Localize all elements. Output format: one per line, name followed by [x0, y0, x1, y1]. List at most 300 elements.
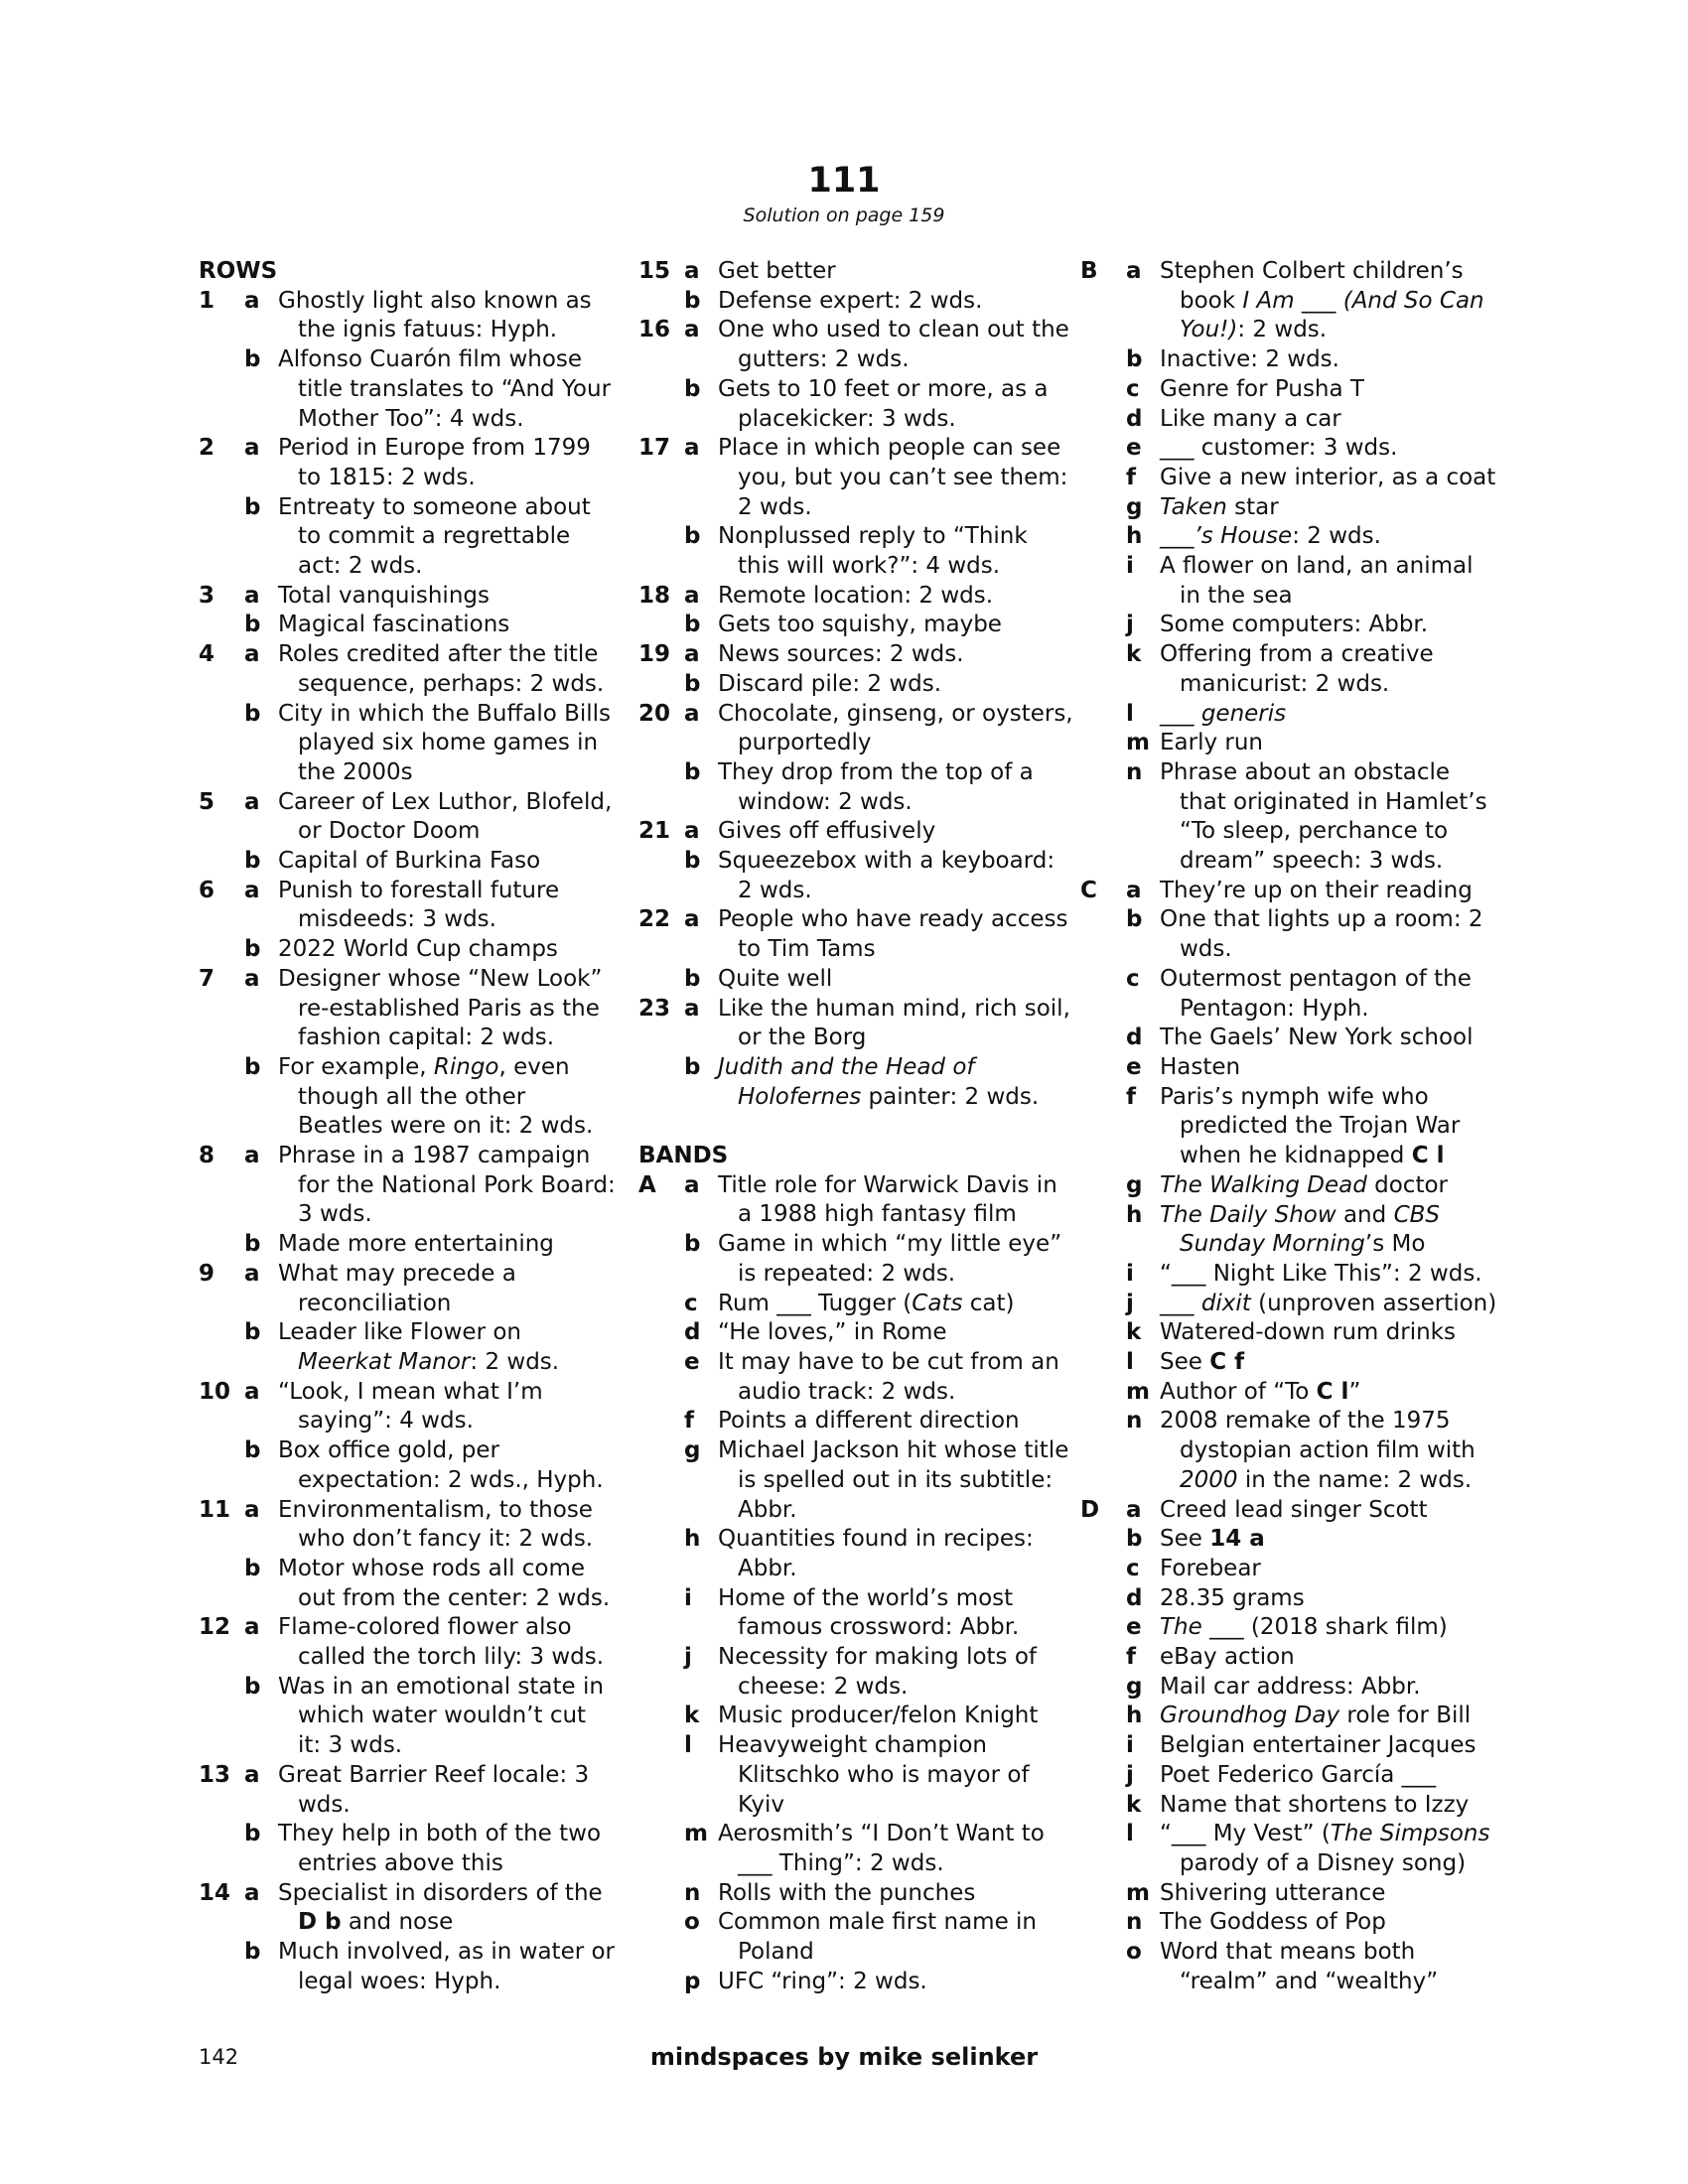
clue-text: Forebear: [1160, 1555, 1261, 1581]
column-3: [1080, 257, 1497, 1996]
clue: [199, 965, 616, 1053]
clue-letter: b: [1126, 1526, 1143, 1553]
clue-letter: b: [684, 287, 701, 314]
clue: [199, 877, 616, 935]
clue-letter: p: [684, 1968, 701, 1994]
clue-letter: a: [244, 1879, 260, 1906]
clue-text: Great Barrier Reef locale: 3 wds.: [278, 1761, 590, 1818]
clue-text: Creed lead singer Scott: [1160, 1496, 1428, 1523]
clue: [199, 1260, 616, 1318]
clue-text: “___ My Vest” (: [1160, 1821, 1331, 1847]
clue-text: ___ customer: 3 wds.: [1160, 435, 1398, 462]
clue-letter: j: [1126, 1761, 1134, 1788]
clue-letter: b: [244, 848, 261, 875]
clue-text: (unproven assertion): [1250, 1290, 1497, 1316]
clue-letter: c: [1126, 1555, 1140, 1581]
clue: [1080, 1938, 1497, 1996]
clue-number: 5: [199, 788, 215, 815]
clue: [638, 817, 1075, 847]
clue-text: Punish to forestall future misdeeds: 3 wds.: [278, 877, 560, 933]
clue-text: They help in both of the two entries above this: [278, 1821, 602, 1876]
clue-text: Shivering utterance: [1160, 1879, 1386, 1906]
clue-text: Poet Federico García ___: [1160, 1761, 1437, 1788]
clue-text: Place in which people can see you, but you can’t see them: 2 wds.: [718, 435, 1068, 520]
clue-letter: l: [1126, 1349, 1134, 1376]
clue-text: Watered-down rum drinks: [1160, 1319, 1456, 1346]
clue-letter: a: [244, 641, 260, 668]
clue-text: For example,: [278, 1053, 434, 1080]
clue-letter: h: [1126, 1201, 1143, 1228]
clue-number: 10: [199, 1378, 231, 1405]
clue-text: Nonplussed reply to “Think this will work?”: 4 wds.: [718, 523, 1028, 580]
clue-text: Chocolate, ginseng, or oysters, purportedly: [718, 700, 1073, 756]
clue-letter: b: [244, 1673, 261, 1700]
clue-text: Phrase about an obstacle that originated in Hamlet’s “To sleep, perchance to dream” speech: 3 wds.: [1160, 758, 1487, 875]
clue-letter: o: [1126, 1939, 1142, 1966]
clue-number: 18: [638, 582, 671, 609]
clue-text: People who have ready access to Tim Tams: [718, 906, 1068, 963]
clue-italic-title: generis: [1200, 700, 1287, 727]
clue: [199, 1879, 616, 1938]
clue-letter: k: [1126, 641, 1142, 668]
clue-letter: c: [1126, 375, 1140, 402]
clue-letter: a: [244, 287, 260, 314]
clue-number: 13: [199, 1761, 231, 1788]
clue: [1080, 375, 1497, 405]
clue-letter: l: [1126, 700, 1134, 727]
clue-text: role for Bill: [1339, 1703, 1472, 1729]
clue: [638, 434, 1075, 522]
clue-letter: m: [1126, 1378, 1150, 1405]
clue: [638, 847, 1075, 905]
clue: [199, 287, 616, 345]
clue-letter: b: [684, 670, 701, 697]
clue-text: News sources: 2 wds.: [718, 641, 964, 668]
clue-text: 28.35 grams: [1160, 1584, 1305, 1611]
clue: [199, 1230, 616, 1260]
clue-letter: a: [684, 317, 700, 343]
clue-letter: d: [1126, 1584, 1143, 1611]
clue-letter: j: [1126, 1290, 1134, 1316]
clue: [638, 1820, 1075, 1878]
clue: [638, 1908, 1075, 1967]
clue-text: Hasten: [1160, 1053, 1241, 1080]
clue-text: Stephen Colbert children’s book: [1160, 258, 1464, 314]
clue: [1080, 729, 1497, 758]
puzzle-number: 111: [807, 161, 881, 201]
clue-number: B: [1080, 258, 1098, 284]
clue-letter: d: [1126, 1024, 1143, 1051]
clue-number: 21: [638, 818, 671, 845]
clue: [638, 1318, 1075, 1348]
clue: [638, 1525, 1075, 1583]
clue: [1080, 522, 1497, 552]
clue: [638, 287, 1075, 317]
clue: [1080, 1643, 1497, 1673]
clue-text: Roles credited after the title sequence, perhaps: 2 wds.: [278, 641, 605, 697]
clue-italic-title: ’s House: [1194, 523, 1293, 550]
clue-text: Get better: [718, 258, 836, 284]
clue-text: ___ (2018 shark film): [1201, 1614, 1448, 1641]
clue-text: Like the human mind, rich soil, or the Borg: [718, 995, 1070, 1051]
clue-text: Was in an emotional state in which water wouldn’t cut it: 3 wds.: [278, 1673, 604, 1759]
clue-text: Leader like Flower on: [278, 1319, 521, 1346]
clue-text: See: [1160, 1349, 1210, 1376]
clue-number: 23: [638, 995, 671, 1022]
clue-letter: n: [1126, 758, 1143, 785]
column-1: [199, 257, 616, 1996]
clue-italic-title: The Simpsons: [1330, 1821, 1490, 1847]
clue: [1080, 877, 1497, 906]
clue-text: star: [1226, 493, 1279, 520]
clue: [1080, 700, 1497, 730]
clue: [1080, 1083, 1497, 1171]
clue: [638, 611, 1075, 640]
clue: [199, 1761, 616, 1820]
clue-letter: a: [244, 1378, 260, 1405]
clue-letter: j: [1126, 612, 1134, 638]
section-title: ROWS: [199, 258, 278, 284]
clue-text: Paris’s nymph wife who predicted the Trojan War when he kidnapped: [1160, 1083, 1461, 1169]
clue: [199, 1555, 616, 1613]
clue: [1080, 1731, 1497, 1761]
clue-text: Aerosmith’s “I Don’t Want to ___ Thing”: 2 wds.: [718, 1821, 1045, 1876]
clue-text: Common male first name in Poland: [718, 1909, 1038, 1966]
clue-letter: a: [244, 1496, 260, 1523]
clue-text: Some computers: Abbr.: [1160, 612, 1429, 638]
clue: [1080, 345, 1497, 375]
clue-number: 16: [638, 317, 671, 343]
clue: [1080, 905, 1497, 964]
clue-text: Period in Europe from 1799 to 1815: 2 wds.: [278, 435, 591, 490]
clue-text: Total vanquishings: [278, 582, 490, 609]
clue-number: 19: [638, 641, 671, 668]
clue-text: Alfonso Cuarón film whose title translates to “And Your Mother Too”: 4 wds.: [278, 346, 612, 432]
clue: [199, 434, 616, 492]
clue-letter: b: [244, 700, 261, 727]
clue-text: cat): [962, 1290, 1015, 1316]
puzzle-header: [0, 159, 1688, 228]
clue: [638, 257, 1075, 287]
clue-letter: a: [684, 1171, 700, 1198]
clue: [1080, 1525, 1497, 1555]
clue-text: Environmentalism, to those who don’t fancy it: 2 wds.: [278, 1496, 594, 1553]
clue-letter: b: [244, 1231, 261, 1258]
clue: [1080, 1407, 1497, 1495]
clue-letter: a: [244, 435, 260, 462]
clue-number: 2: [199, 435, 215, 462]
clue-letter: m: [1126, 1879, 1150, 1906]
clue-letter: k: [1126, 1791, 1142, 1818]
clue-letter: a: [244, 965, 260, 992]
clue-text: Outermost pentagon of the Pentagon: Hyph.: [1160, 965, 1472, 1022]
clue: [1080, 1053, 1497, 1083]
clue-letter: a: [244, 877, 260, 903]
clue-letter: g: [1126, 1673, 1143, 1700]
clue: [1080, 1702, 1497, 1731]
clue-text: ’s Mo: [1364, 1231, 1426, 1258]
clue-letter: a: [244, 1260, 260, 1287]
clue-letter: b: [684, 848, 701, 875]
clue-text: Made more entertaining: [278, 1231, 554, 1258]
clue-text: The Goddess of Pop: [1160, 1909, 1386, 1936]
clue-text: Like many a car: [1160, 405, 1341, 432]
clue-text: , even though all the other Beatles were on it: 2 wds.: [298, 1053, 594, 1140]
clue: [199, 1318, 616, 1377]
clue-text: Much involved, as in water or legal woes: Hyph.: [278, 1939, 616, 1994]
clue-text: : 2 wds.: [470, 1349, 560, 1375]
clue-letter: i: [1126, 1260, 1134, 1287]
clue-letter: b: [684, 1053, 701, 1080]
clue-letter: e: [684, 1348, 700, 1375]
clue-letter: i: [684, 1584, 692, 1611]
clue-text: City in which the Buffalo Bills played six home games in the 2000s: [278, 700, 612, 785]
clue: [638, 1171, 1075, 1230]
clue: [1080, 552, 1497, 611]
clue-letter: a: [244, 582, 260, 609]
clue-text: What may precede a reconciliation: [278, 1260, 516, 1316]
clue: [1080, 758, 1497, 877]
clue-number: 14: [199, 1879, 231, 1906]
clue-letter: b: [244, 1053, 261, 1080]
clue-italic-title: Groundhog Day: [1160, 1703, 1340, 1729]
book-title: mindspaces by mike selinker: [649, 2043, 1039, 2071]
clue-letter: b: [244, 346, 261, 373]
clue-text: : 2 wds.: [1292, 523, 1381, 550]
clue: [638, 670, 1075, 700]
clue-text: Name that shortens to Izzy: [1160, 1791, 1470, 1818]
clue-letter: k: [684, 1703, 700, 1729]
clue-letter: m: [1126, 730, 1150, 756]
clue-letter: b: [684, 523, 701, 550]
clue-cross-reference: D b: [298, 1909, 342, 1936]
clue-text: painter: 2 wds.: [861, 1083, 1040, 1110]
clue-text: : 2 wds.: [1237, 317, 1328, 343]
clue-letter: i: [1126, 1732, 1134, 1759]
column-2: [638, 257, 1075, 1996]
clue: [1080, 1791, 1497, 1821]
clue-cross-reference: C l: [1316, 1378, 1349, 1405]
clue-letter: b: [244, 1821, 261, 1847]
clue: [199, 640, 616, 699]
clue-text: “He loves,” in Rome: [718, 1319, 947, 1346]
clue-letter: a: [1126, 1496, 1142, 1523]
clue: [1080, 434, 1497, 464]
clue-letter: a: [684, 258, 700, 284]
clue: [638, 1436, 1075, 1525]
clue: [199, 1496, 616, 1555]
clue-letter: a: [1126, 877, 1142, 903]
clue-letter: e: [1126, 435, 1142, 462]
clue-number: 7: [199, 965, 215, 992]
clue-text: Gets to 10 feet or more, as a placekicker: 3 wds.: [718, 375, 1049, 432]
clue-number: 1: [199, 287, 215, 314]
clue: [638, 1053, 1075, 1112]
clue: [199, 1053, 616, 1142]
clue-letter: f: [1126, 1083, 1137, 1110]
clue-letter: e: [1126, 1053, 1142, 1080]
clue: [638, 1290, 1075, 1319]
clue-text: parody of a Disney song): [1180, 1849, 1467, 1876]
clue-letter: a: [244, 1614, 260, 1641]
clue-text: Specialist in disorders of the: [278, 1879, 603, 1906]
clue-letter: k: [1126, 1319, 1142, 1346]
clue: [1080, 1024, 1497, 1053]
clue-text: 2008 remake of the 1975 dystopian action film with: [1160, 1408, 1476, 1464]
clue-letter: a: [684, 435, 700, 462]
clue-text: Offering from a creative manicurist: 2 wds.: [1160, 641, 1434, 697]
clue-letter: d: [1126, 405, 1143, 432]
clue-letter: g: [1126, 1171, 1143, 1198]
clue-number: 8: [199, 1143, 215, 1169]
clue: [638, 1731, 1075, 1820]
clue: [1080, 1171, 1497, 1201]
section-title: BANDS: [638, 1143, 729, 1169]
clue: [638, 1968, 1075, 1997]
clue-text: One that lights up a room: 2 wds.: [1160, 906, 1483, 963]
clue-text: Points a different direction: [718, 1408, 1020, 1434]
clue: [1080, 405, 1497, 435]
clue-letter: a: [244, 1761, 260, 1788]
clue-letter: b: [244, 1939, 261, 1966]
clue-letter: b: [244, 493, 261, 520]
clue-number: 22: [638, 906, 671, 933]
clue-number: 17: [638, 435, 671, 462]
clue: [1080, 1761, 1497, 1791]
clue-italic-title: Judith and the Head of Holofernes: [718, 1053, 975, 1110]
clue-cross-reference: C f: [1209, 1349, 1245, 1376]
clue: [1080, 1201, 1497, 1260]
clue-text: Ghostly light also known as the ignis fatuus: Hyph.: [278, 287, 592, 343]
clue: [1080, 464, 1497, 493]
clue-letter: h: [684, 1526, 701, 1553]
clue: [1080, 1318, 1497, 1348]
clue-text: Belgian entertainer Jacques: [1160, 1732, 1477, 1759]
clue-text: One who used to clean out the gutters: 2 wds.: [718, 317, 1069, 373]
clue-text: Quantities found in recipes: Abbr.: [718, 1526, 1034, 1581]
clue-letter: a: [684, 995, 700, 1022]
clue-text: Remote location: 2 wds.: [718, 582, 994, 609]
clue-letter: g: [1126, 493, 1143, 520]
clue: [638, 582, 1075, 612]
clue: [1080, 1555, 1497, 1584]
clue-text: Box office gold, per expectation: 2 wds., Hyph.: [278, 1437, 604, 1493]
clue-text: Genre for Pusha T: [1160, 375, 1364, 402]
clue-text: Give a new interior, as a coat: [1160, 464, 1496, 490]
clue: [199, 1436, 616, 1495]
clue-letter: b: [1126, 346, 1143, 373]
clue: [199, 1613, 616, 1672]
clue: [638, 1879, 1075, 1909]
clue-text: Quite well: [718, 965, 833, 992]
clue: [638, 316, 1075, 374]
clue-text: Capital of Burkina Faso: [278, 848, 541, 875]
clue-text: Music producer/felon Knight: [718, 1703, 1039, 1729]
clue: [638, 522, 1075, 581]
clue: [638, 640, 1075, 670]
clue: [199, 345, 616, 434]
clue: [638, 905, 1075, 964]
clue-letter: a: [684, 641, 700, 668]
clue-text: ___: [1160, 523, 1195, 550]
clue: [1080, 1584, 1497, 1614]
clue-text: The Gaels’ New York school: [1160, 1024, 1474, 1051]
clue-text: Magical fascinations: [278, 612, 510, 638]
clue-text: They drop from the top of a window: 2 wds.: [718, 758, 1034, 815]
clue-text: Phrase in a 1987 campaign for the National Pork Board: 3 wds.: [278, 1143, 616, 1228]
clue: [638, 375, 1075, 434]
clue-text: Designer whose “New Look” re-established Paris as the fashion capital: 2 wds.: [278, 965, 603, 1051]
clue-text: Gives off effusively: [718, 818, 936, 845]
clue-number: 3: [199, 582, 215, 609]
clue-number: 12: [199, 1614, 231, 1641]
clue: [199, 1378, 616, 1436]
clue-letter: a: [1126, 258, 1142, 284]
clue-letter: e: [1126, 1614, 1142, 1641]
clue-letter: h: [1126, 1703, 1143, 1729]
clue-text: UFC “ring”: 2 wds.: [718, 1968, 927, 1994]
clue-text: “___ Night Like This”: 2 wds.: [1160, 1260, 1482, 1287]
clue-letter: a: [684, 700, 700, 727]
clue: [1080, 1260, 1497, 1290]
clue-letter: b: [684, 758, 701, 785]
clue-letter: o: [684, 1909, 700, 1936]
clue-letter: b: [684, 965, 701, 992]
clue-italic-title: Taken: [1160, 493, 1227, 520]
clue-letter: b: [244, 1319, 261, 1346]
clue-text: They’re up on their reading: [1160, 877, 1473, 903]
clue-letter: b: [684, 1231, 701, 1258]
clue-letter: h: [1126, 523, 1143, 550]
clue-text: Word that means both “realm” and “wealthy”: [1160, 1939, 1439, 1994]
clue: [1080, 640, 1497, 699]
clue-text: Necessity for making lots of cheese: 2 wds.: [718, 1644, 1038, 1700]
clue-text: Rolls with the punches: [718, 1879, 976, 1906]
clue-letter: b: [244, 1437, 261, 1464]
clue-text: ”: [1348, 1378, 1361, 1405]
clue: [1080, 611, 1497, 640]
clue-letter: f: [1126, 464, 1137, 490]
clue-text: “Look, I mean what I’m saying”: 4 wds.: [278, 1378, 543, 1434]
clue: [1080, 1673, 1497, 1703]
clue-text: ___: [1160, 1290, 1201, 1316]
clue-number: 6: [199, 877, 215, 903]
clue: [1080, 1348, 1497, 1378]
clue-text: 2022 World Cup champs: [278, 936, 558, 963]
clue-number: 20: [638, 700, 671, 727]
clue: [199, 1142, 616, 1230]
clue-text: eBay action: [1160, 1644, 1295, 1671]
clue-text: and nose: [341, 1909, 454, 1936]
clue-letter: b: [244, 936, 261, 963]
clue-letter: b: [684, 375, 701, 402]
clue: [199, 1820, 616, 1878]
clue-text: ___: [1160, 700, 1201, 727]
clue-letter: b: [244, 1555, 261, 1581]
clue-letter: b: [244, 612, 261, 638]
clue-number: 4: [199, 641, 215, 668]
clue-italic-title: 2000: [1180, 1466, 1238, 1493]
page-number: 142: [199, 2045, 239, 2069]
clue-letter: a: [684, 906, 700, 933]
clue-italic-title: The: [1160, 1614, 1202, 1641]
section-spacer: [638, 1112, 1075, 1142]
clue-italic-title: Ringo: [433, 1053, 499, 1080]
clue-letter: d: [684, 1319, 701, 1346]
clue-letter: c: [1126, 965, 1140, 992]
clue-text: Entreaty to someone about to commit a regrettable act: 2 wds.: [278, 493, 591, 580]
clue: [1080, 257, 1497, 345]
